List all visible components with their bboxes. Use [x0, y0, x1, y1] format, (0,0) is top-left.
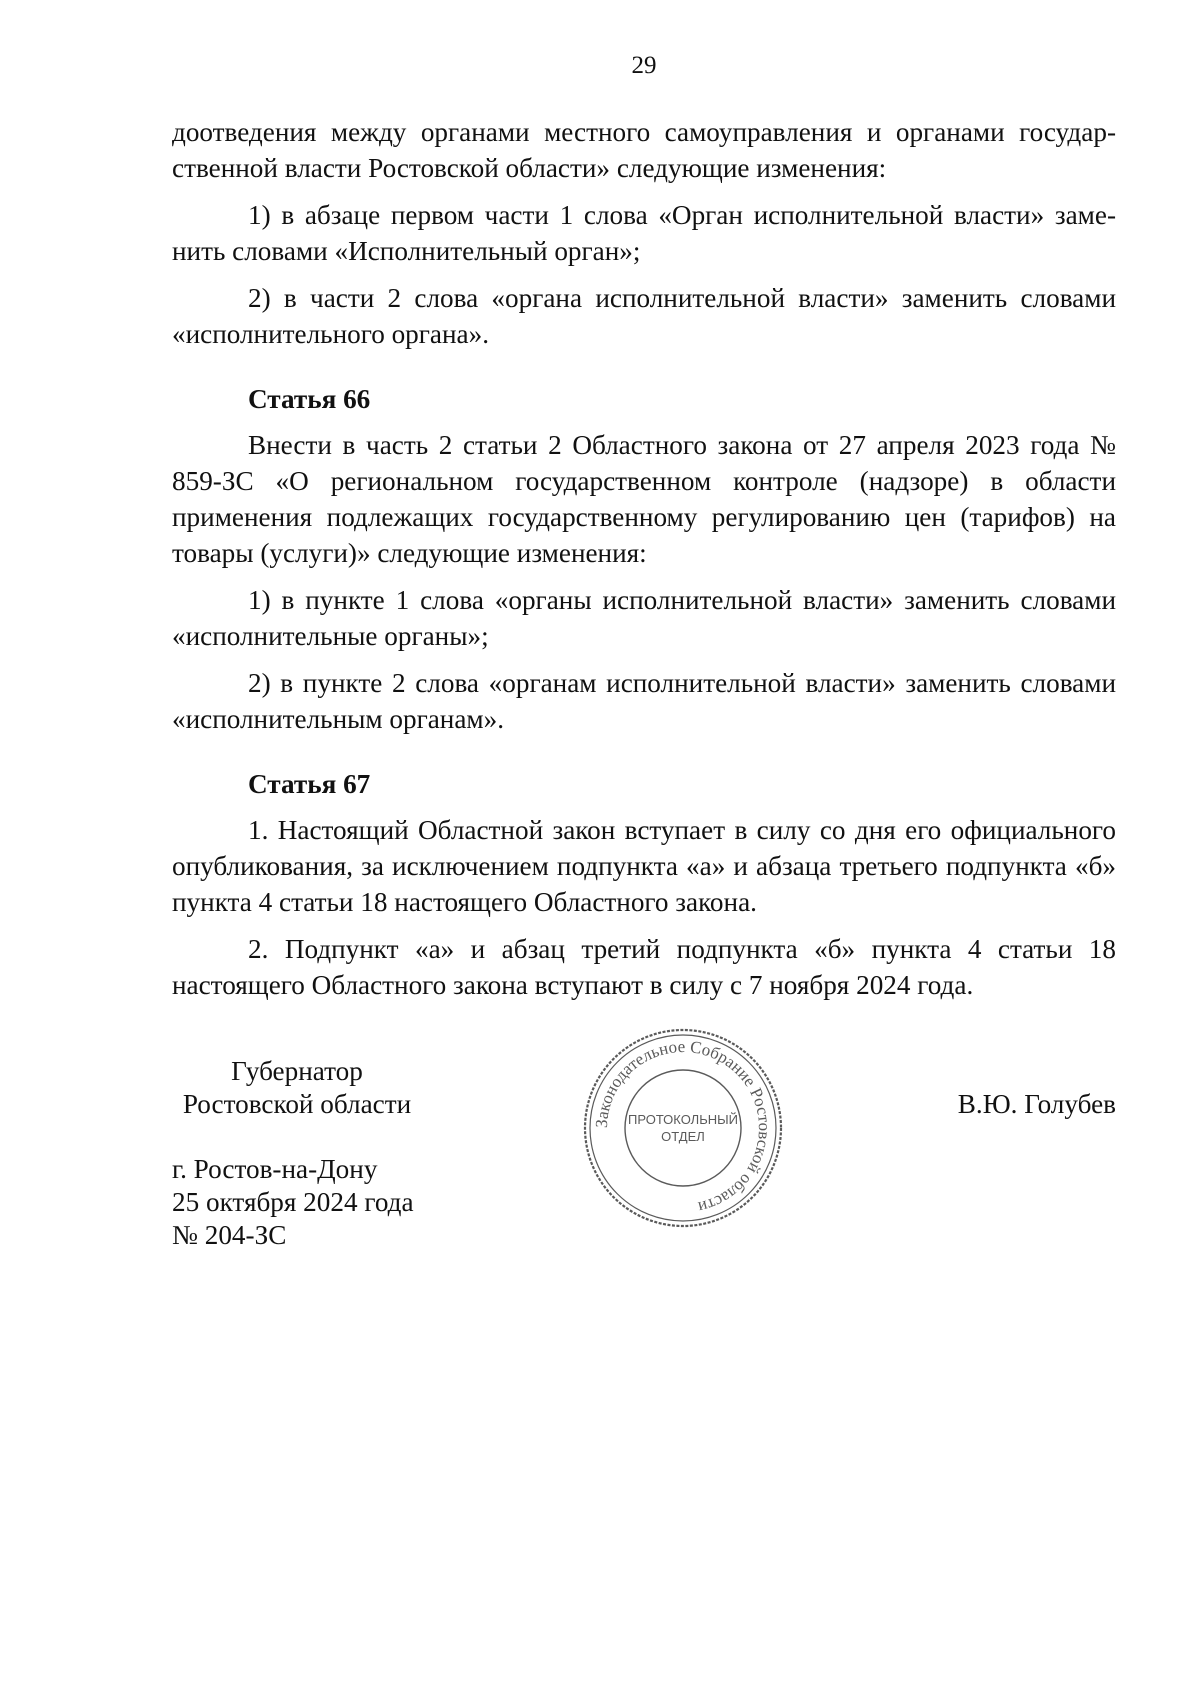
paragraph: 1) в абзаце первом части 1 слова «Орган исполнительной власти» заменить словами «Исполнительный орган»;: [172, 200, 1116, 266]
paragraph: 2. Подпункт «а» и абзац третий подпункта «б» пункта 4 статьи 18 настоящего Областного закона вступают в силу с 7 ноября 2024 года.: [172, 934, 1116, 1000]
place: г. Ростов-на-Дону: [172, 1154, 378, 1184]
document-body: [172, 114, 1116, 1014]
law-number: № 204-ЗС: [172, 1220, 287, 1250]
paragraph: 1) в пункте 1 слова «органы исполнительной власти» заменить словами «исполнительные органы»;: [172, 585, 1116, 651]
seal-rings: [585, 1030, 781, 1226]
paragraph: 2) в части 2 слова «органа исполнительной власти» заменить словами «исполнительного органа».: [172, 283, 1116, 349]
article-title: Статья 67: [248, 769, 371, 799]
governor-title-line: Губернатор: [231, 1056, 363, 1086]
governor-title-line: Ростовской области: [182, 1089, 412, 1119]
paragraph: доотведения между органами местного самоуправления и органами государственной власти Ростовской области» следующие изменения:: [172, 117, 1116, 183]
article-title: Статья 66: [248, 384, 371, 414]
seal-center-line: ОТДЕЛ: [661, 1129, 705, 1144]
date: 25 октября 2024 года: [172, 1187, 414, 1217]
paragraph: 1. Настоящий Областной закон вступает в силу со дня его официального опубликования, за исключением подпункта «а» и абзаца третьего подпункта «б» пункта 4 статьи 18 настоящего Областного закона.: [172, 815, 1116, 917]
paragraph: Внести в часть 2 статьи 2 Областного закона от 27 апреля 2023 года № 859-ЗС «О региональном государственном контроле (надзоре) в области применения подлежащих государственному регулированию цен (тарифов) на товары (услуги)» следующие изменения:: [172, 430, 1116, 568]
official-seal: [582, 1027, 784, 1229]
place-date-number: [172, 1153, 414, 1252]
seal-center-line: ПРОТОКОЛЬНЫЙ: [627, 1112, 739, 1127]
paragraph: 2) в пункте 2 слова «органам исполнительной власти» заменить словами «исполнительным органам».: [172, 668, 1116, 734]
seal-ring-text: Законодательное Собрание Ростовской области: [591, 1036, 775, 1218]
governor-name: В.Ю. Голубев: [957, 1089, 1116, 1119]
governor-title: [172, 1055, 422, 1121]
page-number: 29: [631, 52, 657, 79]
